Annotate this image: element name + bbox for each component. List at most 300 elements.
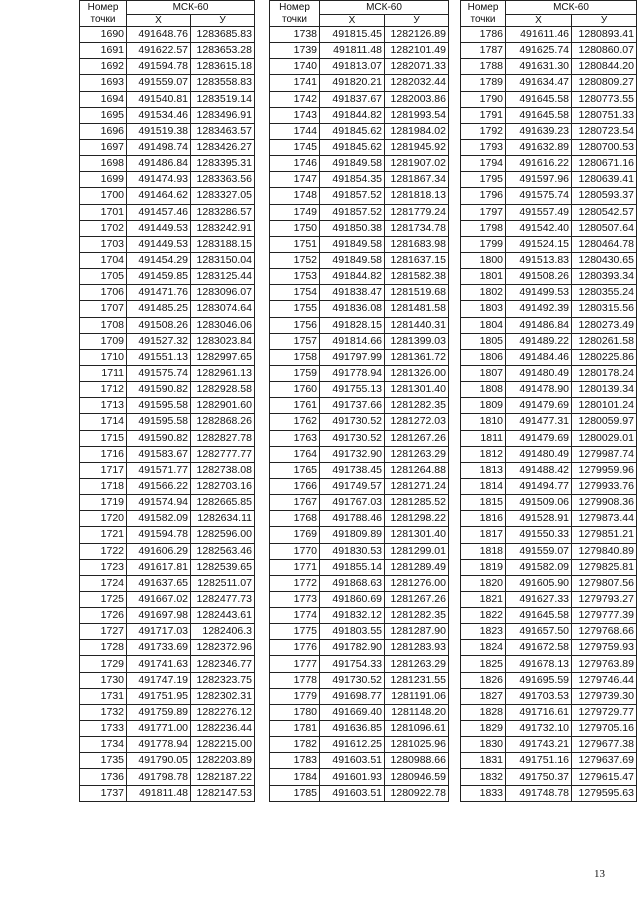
table-row bbox=[461, 252, 637, 268]
y-coordinate-cell: 1281264.88 bbox=[385, 462, 449, 478]
table-row bbox=[80, 236, 255, 252]
y-coordinate-cell: 1281231.55 bbox=[385, 672, 449, 688]
point-number-cell: 1705 bbox=[80, 269, 127, 285]
table-row bbox=[461, 285, 637, 301]
x-coordinate-cell: 491732.90 bbox=[320, 446, 385, 462]
point-number-cell: 1806 bbox=[461, 349, 506, 365]
x-coordinate-cell: 491813.07 bbox=[320, 59, 385, 75]
point-number-cell: 1694 bbox=[80, 91, 127, 107]
y-coordinate-cell: 1283125.44 bbox=[191, 269, 255, 285]
point-number-cell: 1745 bbox=[270, 139, 320, 155]
x-coordinate-cell: 491486.84 bbox=[506, 317, 572, 333]
table-row bbox=[461, 769, 637, 785]
point-number-cell: 1787 bbox=[461, 43, 506, 59]
y-coordinate-cell: 1282777.77 bbox=[191, 446, 255, 462]
table-row bbox=[270, 737, 449, 753]
x-coordinate-cell: 491737.66 bbox=[320, 398, 385, 414]
x-coordinate-cell: 491703.53 bbox=[506, 688, 572, 704]
x-coordinate-cell: 491594.78 bbox=[127, 527, 191, 543]
point-number-cell: 1731 bbox=[80, 688, 127, 704]
y-coordinate-cell: 1280671.16 bbox=[572, 156, 637, 172]
table-row bbox=[80, 59, 255, 75]
x-coordinate-cell: 491590.82 bbox=[127, 382, 191, 398]
point-number-header bbox=[80, 1, 127, 27]
x-coordinate-cell: 491486.84 bbox=[127, 156, 191, 172]
x-coordinate-cell: 491464.62 bbox=[127, 188, 191, 204]
y-coordinate-cell: 1283242.91 bbox=[191, 220, 255, 236]
point-number-cell: 1717 bbox=[80, 462, 127, 478]
point-number-cell: 1824 bbox=[461, 640, 506, 656]
table-row bbox=[270, 236, 449, 252]
table-row bbox=[270, 721, 449, 737]
point-number-cell: 1829 bbox=[461, 721, 506, 737]
x-coordinate-cell: 491509.06 bbox=[506, 495, 572, 511]
x-coordinate-cell: 491485.25 bbox=[127, 301, 191, 317]
table-row bbox=[270, 543, 449, 559]
table-row bbox=[270, 704, 449, 720]
x-coordinate-cell: 491617.81 bbox=[127, 559, 191, 575]
table-row bbox=[270, 27, 449, 43]
x-coordinate-cell: 491597.96 bbox=[506, 172, 572, 188]
point-number-cell: 1761 bbox=[270, 398, 320, 414]
table-row bbox=[270, 414, 449, 430]
x-coordinate-cell: 491636.85 bbox=[320, 721, 385, 737]
coordinate-rows bbox=[461, 27, 637, 802]
y-coordinate-cell: 1279677.38 bbox=[572, 737, 637, 753]
y-coordinate-cell: 1283558.83 bbox=[191, 75, 255, 91]
point-number-cell: 1721 bbox=[80, 527, 127, 543]
point-number-cell: 1800 bbox=[461, 252, 506, 268]
table-row bbox=[270, 269, 449, 285]
table-row bbox=[270, 220, 449, 236]
point-number-cell: 1742 bbox=[270, 91, 320, 107]
y-coordinate-cell: 1282323.75 bbox=[191, 672, 255, 688]
point-number-cell: 1780 bbox=[270, 704, 320, 720]
table-row bbox=[270, 365, 449, 381]
x-coordinate-cell: 491778.94 bbox=[320, 365, 385, 381]
y-coordinate-cell: 1279840.89 bbox=[572, 543, 637, 559]
table-row bbox=[461, 543, 637, 559]
table-row bbox=[461, 333, 637, 349]
point-number-cell: 1693 bbox=[80, 75, 127, 91]
coordinate-system-header: МСК-60 bbox=[320, 1, 449, 15]
y-coordinate-cell: 1281779.24 bbox=[385, 204, 449, 220]
point-number-cell: 1753 bbox=[270, 269, 320, 285]
table-row bbox=[270, 624, 449, 640]
table-row bbox=[80, 656, 255, 672]
y-coordinate-cell: 1279705.16 bbox=[572, 721, 637, 737]
point-number-cell: 1794 bbox=[461, 156, 506, 172]
point-number-cell: 1789 bbox=[461, 75, 506, 91]
x-coordinate-cell: 491557.49 bbox=[506, 204, 572, 220]
x-coordinate-cell: 491595.58 bbox=[127, 414, 191, 430]
table-row bbox=[461, 188, 637, 204]
point-number-cell: 1700 bbox=[80, 188, 127, 204]
x-coordinate-cell: 491631.30 bbox=[506, 59, 572, 75]
point-number-cell: 1792 bbox=[461, 123, 506, 139]
x-coordinate-cell: 491698.77 bbox=[320, 688, 385, 704]
y-coordinate-cell: 1279759.93 bbox=[572, 640, 637, 656]
y-coordinate-cell: 1283463.57 bbox=[191, 123, 255, 139]
table-row bbox=[80, 575, 255, 591]
coordinate-table-2 bbox=[269, 0, 449, 799]
y-coordinate-cell: 1283046.06 bbox=[191, 317, 255, 333]
point-number-cell: 1796 bbox=[461, 188, 506, 204]
point-number-cell: 1744 bbox=[270, 123, 320, 139]
y-column-header: У bbox=[191, 15, 255, 27]
x-coordinate-cell: 491508.26 bbox=[127, 317, 191, 333]
point-number-cell: 1772 bbox=[270, 575, 320, 591]
x-coordinate-cell: 491733.69 bbox=[127, 640, 191, 656]
y-coordinate-cell: 1282477.73 bbox=[191, 591, 255, 607]
y-coordinate-cell: 1282147.53 bbox=[191, 785, 255, 801]
y-coordinate-cell: 1283074.64 bbox=[191, 301, 255, 317]
x-coordinate-cell: 491601.93 bbox=[320, 769, 385, 785]
point-number-cell: 1726 bbox=[80, 608, 127, 624]
point-number-cell: 1691 bbox=[80, 43, 127, 59]
point-number-cell: 1698 bbox=[80, 156, 127, 172]
y-coordinate-cell: 1281481.58 bbox=[385, 301, 449, 317]
table-row bbox=[270, 527, 449, 543]
y-coordinate-cell: 1280393.34 bbox=[572, 269, 637, 285]
y-coordinate-cell: 1282032.44 bbox=[385, 75, 449, 91]
x-coordinate-cell: 491637.65 bbox=[127, 575, 191, 591]
y-coordinate-cell: 1281282.35 bbox=[385, 398, 449, 414]
page-number: 13 bbox=[594, 868, 605, 880]
point-number-cell: 1696 bbox=[80, 123, 127, 139]
point-number-cell: 1747 bbox=[270, 172, 320, 188]
y-coordinate-cell: 1283023.84 bbox=[191, 333, 255, 349]
coordinate-system-header: МСК-60 bbox=[127, 1, 255, 15]
x-coordinate-cell: 491697.98 bbox=[127, 608, 191, 624]
x-coordinate-cell: 491730.52 bbox=[320, 430, 385, 446]
table-row bbox=[80, 737, 255, 753]
point-number-cell: 1820 bbox=[461, 575, 506, 591]
y-coordinate-cell: 1283327.05 bbox=[191, 188, 255, 204]
point-number-cell: 1812 bbox=[461, 446, 506, 462]
x-coordinate-cell: 491751.95 bbox=[127, 688, 191, 704]
y-coordinate-cell: 1281361.72 bbox=[385, 349, 449, 365]
table-row bbox=[270, 188, 449, 204]
point-number-cell: 1816 bbox=[461, 511, 506, 527]
point-number-header-line2: точки bbox=[90, 14, 116, 25]
y-coordinate-cell: 1283615.18 bbox=[191, 59, 255, 75]
x-coordinate-cell: 491755.13 bbox=[320, 382, 385, 398]
point-number-cell: 1701 bbox=[80, 204, 127, 220]
x-coordinate-cell: 491849.58 bbox=[320, 252, 385, 268]
y-coordinate-cell: 1281299.01 bbox=[385, 543, 449, 559]
y-coordinate-cell: 1282511.07 bbox=[191, 575, 255, 591]
y-coordinate-cell: 1281301.40 bbox=[385, 382, 449, 398]
point-number-cell: 1704 bbox=[80, 252, 127, 268]
table-row bbox=[270, 591, 449, 607]
x-coordinate-cell: 491622.57 bbox=[127, 43, 191, 59]
y-coordinate-cell: 1281519.68 bbox=[385, 285, 449, 301]
y-coordinate-cell: 1280464.78 bbox=[572, 236, 637, 252]
point-number-cell: 1710 bbox=[80, 349, 127, 365]
y-coordinate-cell: 1282203.89 bbox=[191, 753, 255, 769]
x-coordinate-cell: 491788.46 bbox=[320, 511, 385, 527]
table-row bbox=[80, 446, 255, 462]
y-coordinate-cell: 1280178.24 bbox=[572, 365, 637, 381]
x-coordinate-cell: 491797.99 bbox=[320, 349, 385, 365]
point-number-cell: 1809 bbox=[461, 398, 506, 414]
table-row bbox=[270, 204, 449, 220]
table-row bbox=[461, 349, 637, 365]
point-number-cell: 1819 bbox=[461, 559, 506, 575]
x-coordinate-cell: 491857.52 bbox=[320, 188, 385, 204]
point-number-cell: 1716 bbox=[80, 446, 127, 462]
y-coordinate-cell: 1282539.65 bbox=[191, 559, 255, 575]
table-row bbox=[80, 769, 255, 785]
point-number-header-line1: Номер bbox=[87, 2, 119, 13]
y-coordinate-cell: 1281867.34 bbox=[385, 172, 449, 188]
table-row bbox=[270, 285, 449, 301]
point-number-cell: 1805 bbox=[461, 333, 506, 349]
point-number-cell: 1818 bbox=[461, 543, 506, 559]
x-coordinate-cell: 491830.53 bbox=[320, 543, 385, 559]
point-number-cell: 1733 bbox=[80, 721, 127, 737]
table-row bbox=[270, 43, 449, 59]
x-coordinate-cell: 491741.63 bbox=[127, 656, 191, 672]
point-number-cell: 1764 bbox=[270, 446, 320, 462]
point-number-cell: 1709 bbox=[80, 333, 127, 349]
x-coordinate-cell: 491844.82 bbox=[320, 107, 385, 123]
y-coordinate-cell: 1280101.24 bbox=[572, 398, 637, 414]
y-coordinate-cell: 1283519.14 bbox=[191, 91, 255, 107]
y-coordinate-cell: 1281582.38 bbox=[385, 269, 449, 285]
point-number-cell: 1697 bbox=[80, 139, 127, 155]
y-coordinate-cell: 1280507.64 bbox=[572, 220, 637, 236]
x-coordinate-cell: 491477.31 bbox=[506, 414, 572, 430]
point-number-cell: 1719 bbox=[80, 495, 127, 511]
point-number-cell: 1737 bbox=[80, 785, 127, 801]
y-coordinate-cell: 1279793.27 bbox=[572, 591, 637, 607]
x-coordinate-cell: 491778.94 bbox=[127, 737, 191, 753]
x-coordinate-cell: 491667.02 bbox=[127, 591, 191, 607]
point-number-cell: 1825 bbox=[461, 656, 506, 672]
y-coordinate-cell: 1281301.40 bbox=[385, 527, 449, 543]
x-coordinate-cell: 491524.15 bbox=[506, 236, 572, 252]
point-number-header bbox=[461, 1, 506, 27]
y-coordinate-cell: 1280139.34 bbox=[572, 382, 637, 398]
point-number-cell: 1760 bbox=[270, 382, 320, 398]
point-number-cell: 1790 bbox=[461, 91, 506, 107]
y-coordinate-cell: 1280773.55 bbox=[572, 91, 637, 107]
point-number-cell: 1724 bbox=[80, 575, 127, 591]
point-number-cell: 1815 bbox=[461, 495, 506, 511]
x-coordinate-cell: 491559.07 bbox=[506, 543, 572, 559]
x-coordinate-cell: 491845.62 bbox=[320, 123, 385, 139]
point-number-cell: 1768 bbox=[270, 511, 320, 527]
table-row bbox=[461, 43, 637, 59]
y-coordinate-cell: 1281148.20 bbox=[385, 704, 449, 720]
x-coordinate-cell: 491603.51 bbox=[320, 785, 385, 801]
y-coordinate-cell: 1281263.29 bbox=[385, 446, 449, 462]
x-coordinate-cell: 491566.22 bbox=[127, 478, 191, 494]
y-coordinate-cell: 1280844.20 bbox=[572, 59, 637, 75]
point-number-cell: 1718 bbox=[80, 478, 127, 494]
x-coordinate-cell: 491860.69 bbox=[320, 591, 385, 607]
point-number-cell: 1773 bbox=[270, 591, 320, 607]
table-row bbox=[270, 349, 449, 365]
table-row bbox=[80, 495, 255, 511]
point-number-cell: 1813 bbox=[461, 462, 506, 478]
table-row bbox=[461, 495, 637, 511]
y-coordinate-cell: 1282101.49 bbox=[385, 43, 449, 59]
y-coordinate-cell: 1282276.12 bbox=[191, 704, 255, 720]
point-number-cell: 1703 bbox=[80, 236, 127, 252]
coordinate-table-1-grid bbox=[79, 0, 255, 802]
y-coordinate-cell: 1279615.47 bbox=[572, 769, 637, 785]
table-row bbox=[461, 59, 637, 75]
coordinate-system-header: МСК-60 bbox=[506, 1, 637, 15]
y-coordinate-cell: 1281818.13 bbox=[385, 188, 449, 204]
x-coordinate-cell: 491809.89 bbox=[320, 527, 385, 543]
x-column-header: Х bbox=[127, 15, 191, 27]
x-coordinate-cell: 491583.67 bbox=[127, 446, 191, 462]
table-row bbox=[461, 527, 637, 543]
y-coordinate-cell: 1282003.86 bbox=[385, 91, 449, 107]
point-number-cell: 1797 bbox=[461, 204, 506, 220]
x-coordinate-cell: 491616.22 bbox=[506, 156, 572, 172]
y-coordinate-cell: 1282346.77 bbox=[191, 656, 255, 672]
point-number-cell: 1777 bbox=[270, 656, 320, 672]
x-coordinate-cell: 491551.13 bbox=[127, 349, 191, 365]
x-coordinate-cell: 491657.50 bbox=[506, 624, 572, 640]
x-coordinate-cell: 491484.46 bbox=[506, 349, 572, 365]
x-coordinate-cell: 491492.39 bbox=[506, 301, 572, 317]
y-coordinate-cell: 1281276.00 bbox=[385, 575, 449, 591]
point-number-cell: 1734 bbox=[80, 737, 127, 753]
y-coordinate-cell: 1279959.96 bbox=[572, 462, 637, 478]
table-row bbox=[461, 721, 637, 737]
table-row bbox=[80, 591, 255, 607]
y-coordinate-cell: 1281272.03 bbox=[385, 414, 449, 430]
x-coordinate-cell: 491738.45 bbox=[320, 462, 385, 478]
table-row bbox=[80, 269, 255, 285]
table-row bbox=[461, 640, 637, 656]
table-row bbox=[270, 317, 449, 333]
x-coordinate-cell: 491478.90 bbox=[506, 382, 572, 398]
x-coordinate-cell: 491645.58 bbox=[506, 91, 572, 107]
y-coordinate-cell: 1281267.26 bbox=[385, 591, 449, 607]
x-coordinate-cell: 491582.09 bbox=[127, 511, 191, 527]
y-coordinate-cell: 1281025.96 bbox=[385, 737, 449, 753]
x-coordinate-cell: 491594.78 bbox=[127, 59, 191, 75]
y-coordinate-cell: 1281637.15 bbox=[385, 252, 449, 268]
x-coordinate-cell: 491648.76 bbox=[127, 27, 191, 43]
point-number-cell: 1725 bbox=[80, 591, 127, 607]
y-coordinate-cell: 1280946.59 bbox=[385, 769, 449, 785]
x-coordinate-cell: 491811.48 bbox=[127, 785, 191, 801]
y-coordinate-cell: 1281984.02 bbox=[385, 123, 449, 139]
x-coordinate-cell: 491857.52 bbox=[320, 204, 385, 220]
table-row bbox=[270, 608, 449, 624]
table-row bbox=[461, 672, 637, 688]
point-number-cell: 1690 bbox=[80, 27, 127, 43]
point-number-cell: 1823 bbox=[461, 624, 506, 640]
table-row bbox=[270, 91, 449, 107]
y-coordinate-cell: 1282928.58 bbox=[191, 382, 255, 398]
x-coordinate-cell: 491559.07 bbox=[127, 75, 191, 91]
table-row bbox=[80, 785, 255, 801]
point-number-cell: 1739 bbox=[270, 43, 320, 59]
point-number-cell: 1738 bbox=[270, 27, 320, 43]
y-coordinate-cell: 1282827.78 bbox=[191, 430, 255, 446]
table-row bbox=[80, 188, 255, 204]
coordinate-table-2-grid bbox=[269, 0, 449, 802]
point-number-cell: 1826 bbox=[461, 672, 506, 688]
x-coordinate-cell: 491471.76 bbox=[127, 285, 191, 301]
table-row bbox=[461, 688, 637, 704]
x-coordinate-cell: 491605.90 bbox=[506, 575, 572, 591]
table-row bbox=[80, 640, 255, 656]
table-row bbox=[80, 608, 255, 624]
x-coordinate-cell: 491868.63 bbox=[320, 575, 385, 591]
table-row bbox=[80, 317, 255, 333]
point-number-cell: 1715 bbox=[80, 430, 127, 446]
x-coordinate-cell: 491528.91 bbox=[506, 511, 572, 527]
x-coordinate-cell: 491595.58 bbox=[127, 398, 191, 414]
table-row bbox=[80, 333, 255, 349]
coordinate-table-3 bbox=[460, 0, 637, 799]
table-row bbox=[270, 446, 449, 462]
y-coordinate-cell: 1280261.58 bbox=[572, 333, 637, 349]
y-coordinate-cell: 1281289.49 bbox=[385, 559, 449, 575]
x-coordinate-cell: 491767.03 bbox=[320, 495, 385, 511]
y-coordinate-cell: 1279746.44 bbox=[572, 672, 637, 688]
y-coordinate-cell: 1280225.86 bbox=[572, 349, 637, 365]
table-row bbox=[270, 123, 449, 139]
point-number-cell: 1727 bbox=[80, 624, 127, 640]
point-number-cell: 1771 bbox=[270, 559, 320, 575]
y-coordinate-cell: 1280893.41 bbox=[572, 27, 637, 43]
y-coordinate-cell: 1281993.54 bbox=[385, 107, 449, 123]
y-coordinate-cell: 1279763.89 bbox=[572, 656, 637, 672]
coordinate-rows bbox=[270, 27, 449, 802]
x-coordinate-cell: 491716.61 bbox=[506, 704, 572, 720]
y-coordinate-cell: 1282071.33 bbox=[385, 59, 449, 75]
point-number-cell: 1746 bbox=[270, 156, 320, 172]
point-number-cell: 1708 bbox=[80, 317, 127, 333]
point-number-cell: 1712 bbox=[80, 382, 127, 398]
x-coordinate-cell: 491754.33 bbox=[320, 656, 385, 672]
x-coordinate-cell: 491489.22 bbox=[506, 333, 572, 349]
point-number-cell: 1830 bbox=[461, 737, 506, 753]
point-number-cell: 1831 bbox=[461, 753, 506, 769]
x-coordinate-cell: 491479.69 bbox=[506, 398, 572, 414]
table-row bbox=[270, 478, 449, 494]
x-coordinate-cell: 491603.51 bbox=[320, 753, 385, 769]
y-coordinate-cell: 1281263.29 bbox=[385, 656, 449, 672]
table-row bbox=[461, 446, 637, 462]
table-row bbox=[80, 156, 255, 172]
table-row bbox=[80, 349, 255, 365]
table-row bbox=[80, 672, 255, 688]
table-row bbox=[80, 721, 255, 737]
point-number-cell: 1743 bbox=[270, 107, 320, 123]
point-number-cell: 1707 bbox=[80, 301, 127, 317]
point-number-cell: 1833 bbox=[461, 785, 506, 801]
table-row bbox=[80, 365, 255, 381]
y-coordinate-cell: 1279851.21 bbox=[572, 527, 637, 543]
point-number-header-line2: точки bbox=[282, 14, 307, 25]
point-number-cell: 1778 bbox=[270, 672, 320, 688]
x-coordinate-cell: 491820.21 bbox=[320, 75, 385, 91]
point-number-cell: 1758 bbox=[270, 349, 320, 365]
x-coordinate-cell: 491625.74 bbox=[506, 43, 572, 59]
